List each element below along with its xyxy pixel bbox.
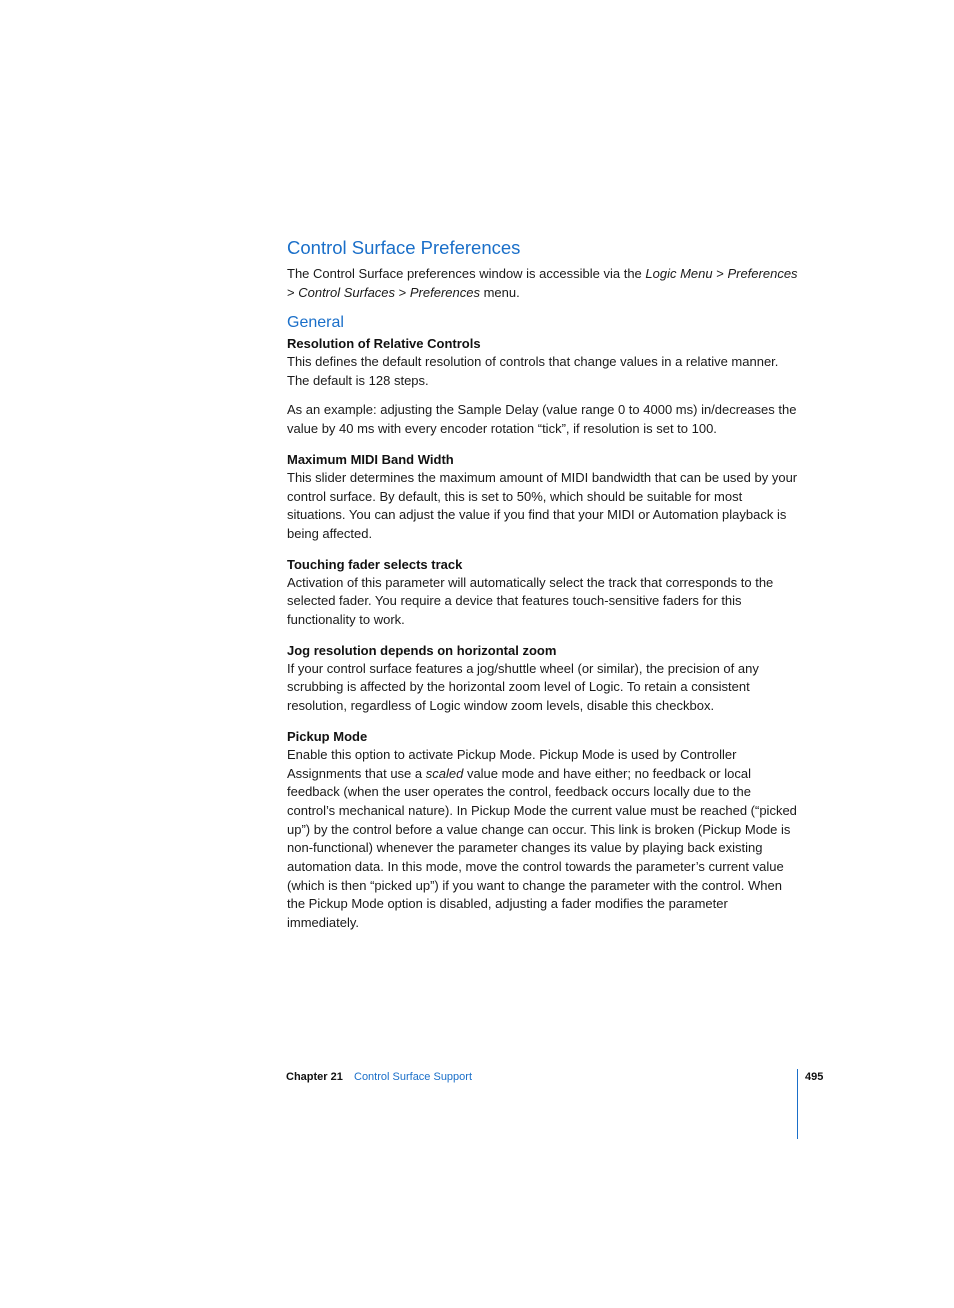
footer-page-number: 495 [805,1071,824,1083]
item-midi-bandwidth [287,450,799,544]
menu-path-preferences-2: Preferences [409,284,480,300]
footer-chapter-title: Control Surface Support [354,1071,473,1083]
item-title: Pickup Mode [287,728,368,744]
item-paragraph: This defines the default resolution of controls that change values in a relative manner. The default is 128 steps. [287,354,779,388]
footer-divider [797,1069,798,1139]
section-title-general: General [287,314,344,331]
menu-path-preferences: Preferences [727,266,798,281]
item-title: Resolution of Relative Controls [287,336,481,351]
emphasis-scaled: scaled [425,765,464,781]
item-title: Touching fader selects track [287,556,463,572]
item-paragraph: Enable this option to activate Pickup Mode. Pickup Mode is used by Controller Assignments that use a scaled value mode and have either; no feedback or local feedback (when the user operates the control, feedback occurs locally due to the control’s mechanical nature). In Pickup Mode the current value must be reached (“picked up”) by the control before a value change can occur. This link is broken (Pickup Mode is non-functional) whenever the parameter changes its value by playing back existing automation data. In this mode, move the control towards the parameter’s current value (which is then “picked up”) if you want to change the parameter with the control. When the Pickup Mode option is disabled, adjusting a fader modifies the parameter immediately. [287,746,797,931]
footer-chapter: Chapter 21 [286,1071,343,1083]
item-paragraph: Activation of this parameter will automatically select the track that corresponds to the selected fader. You require a device that features touch-sensitive faders for this functionality to work. [287,574,774,628]
item-touching-fader [287,555,799,630]
page-content [287,234,799,933]
item-paragraph: This slider determines the maximum amount of MIDI bandwidth that can be used by your control surface. By default, this is set to 50%, which should be suitable for most situations. You can adjust the value if you find that your MIDI or Automation playback is being affected. [287,469,798,541]
page-title: Control Surface Preferences [287,237,521,258]
item-jog-resolution [287,641,799,716]
page-footer [286,1069,826,1089]
item-title: Jog resolution depends on horizontal zoom [287,642,557,658]
menu-path-logic-menu: Logic Menu [645,266,713,281]
item-paragraph: If your control surface features a jog/shuttle wheel (or similar), the precision of any scrubbing is affected by the horizontal zoom level of Logic. To retain a consistent resolution, regardless of Logic window zoom levels, disable this checkbox. [287,660,759,714]
item-paragraph: As an example: adjusting the Sample Delay (value range 0 to 4000 ms) in/decreases the value by 40 ms with every encoder rotation “tick”, if resolution is set to 100. [287,402,797,437]
menu-path-control-surfaces: Control Surfaces [298,284,396,300]
item-resolution [287,334,799,439]
intro-paragraph: The Control Surface preferences window is accessible via the Logic Menu > Preferences > Control Surfaces > Preferences menu. [287,266,798,300]
item-title: Maximum MIDI Band Width [287,451,454,467]
item-pickup-mode [287,727,799,933]
